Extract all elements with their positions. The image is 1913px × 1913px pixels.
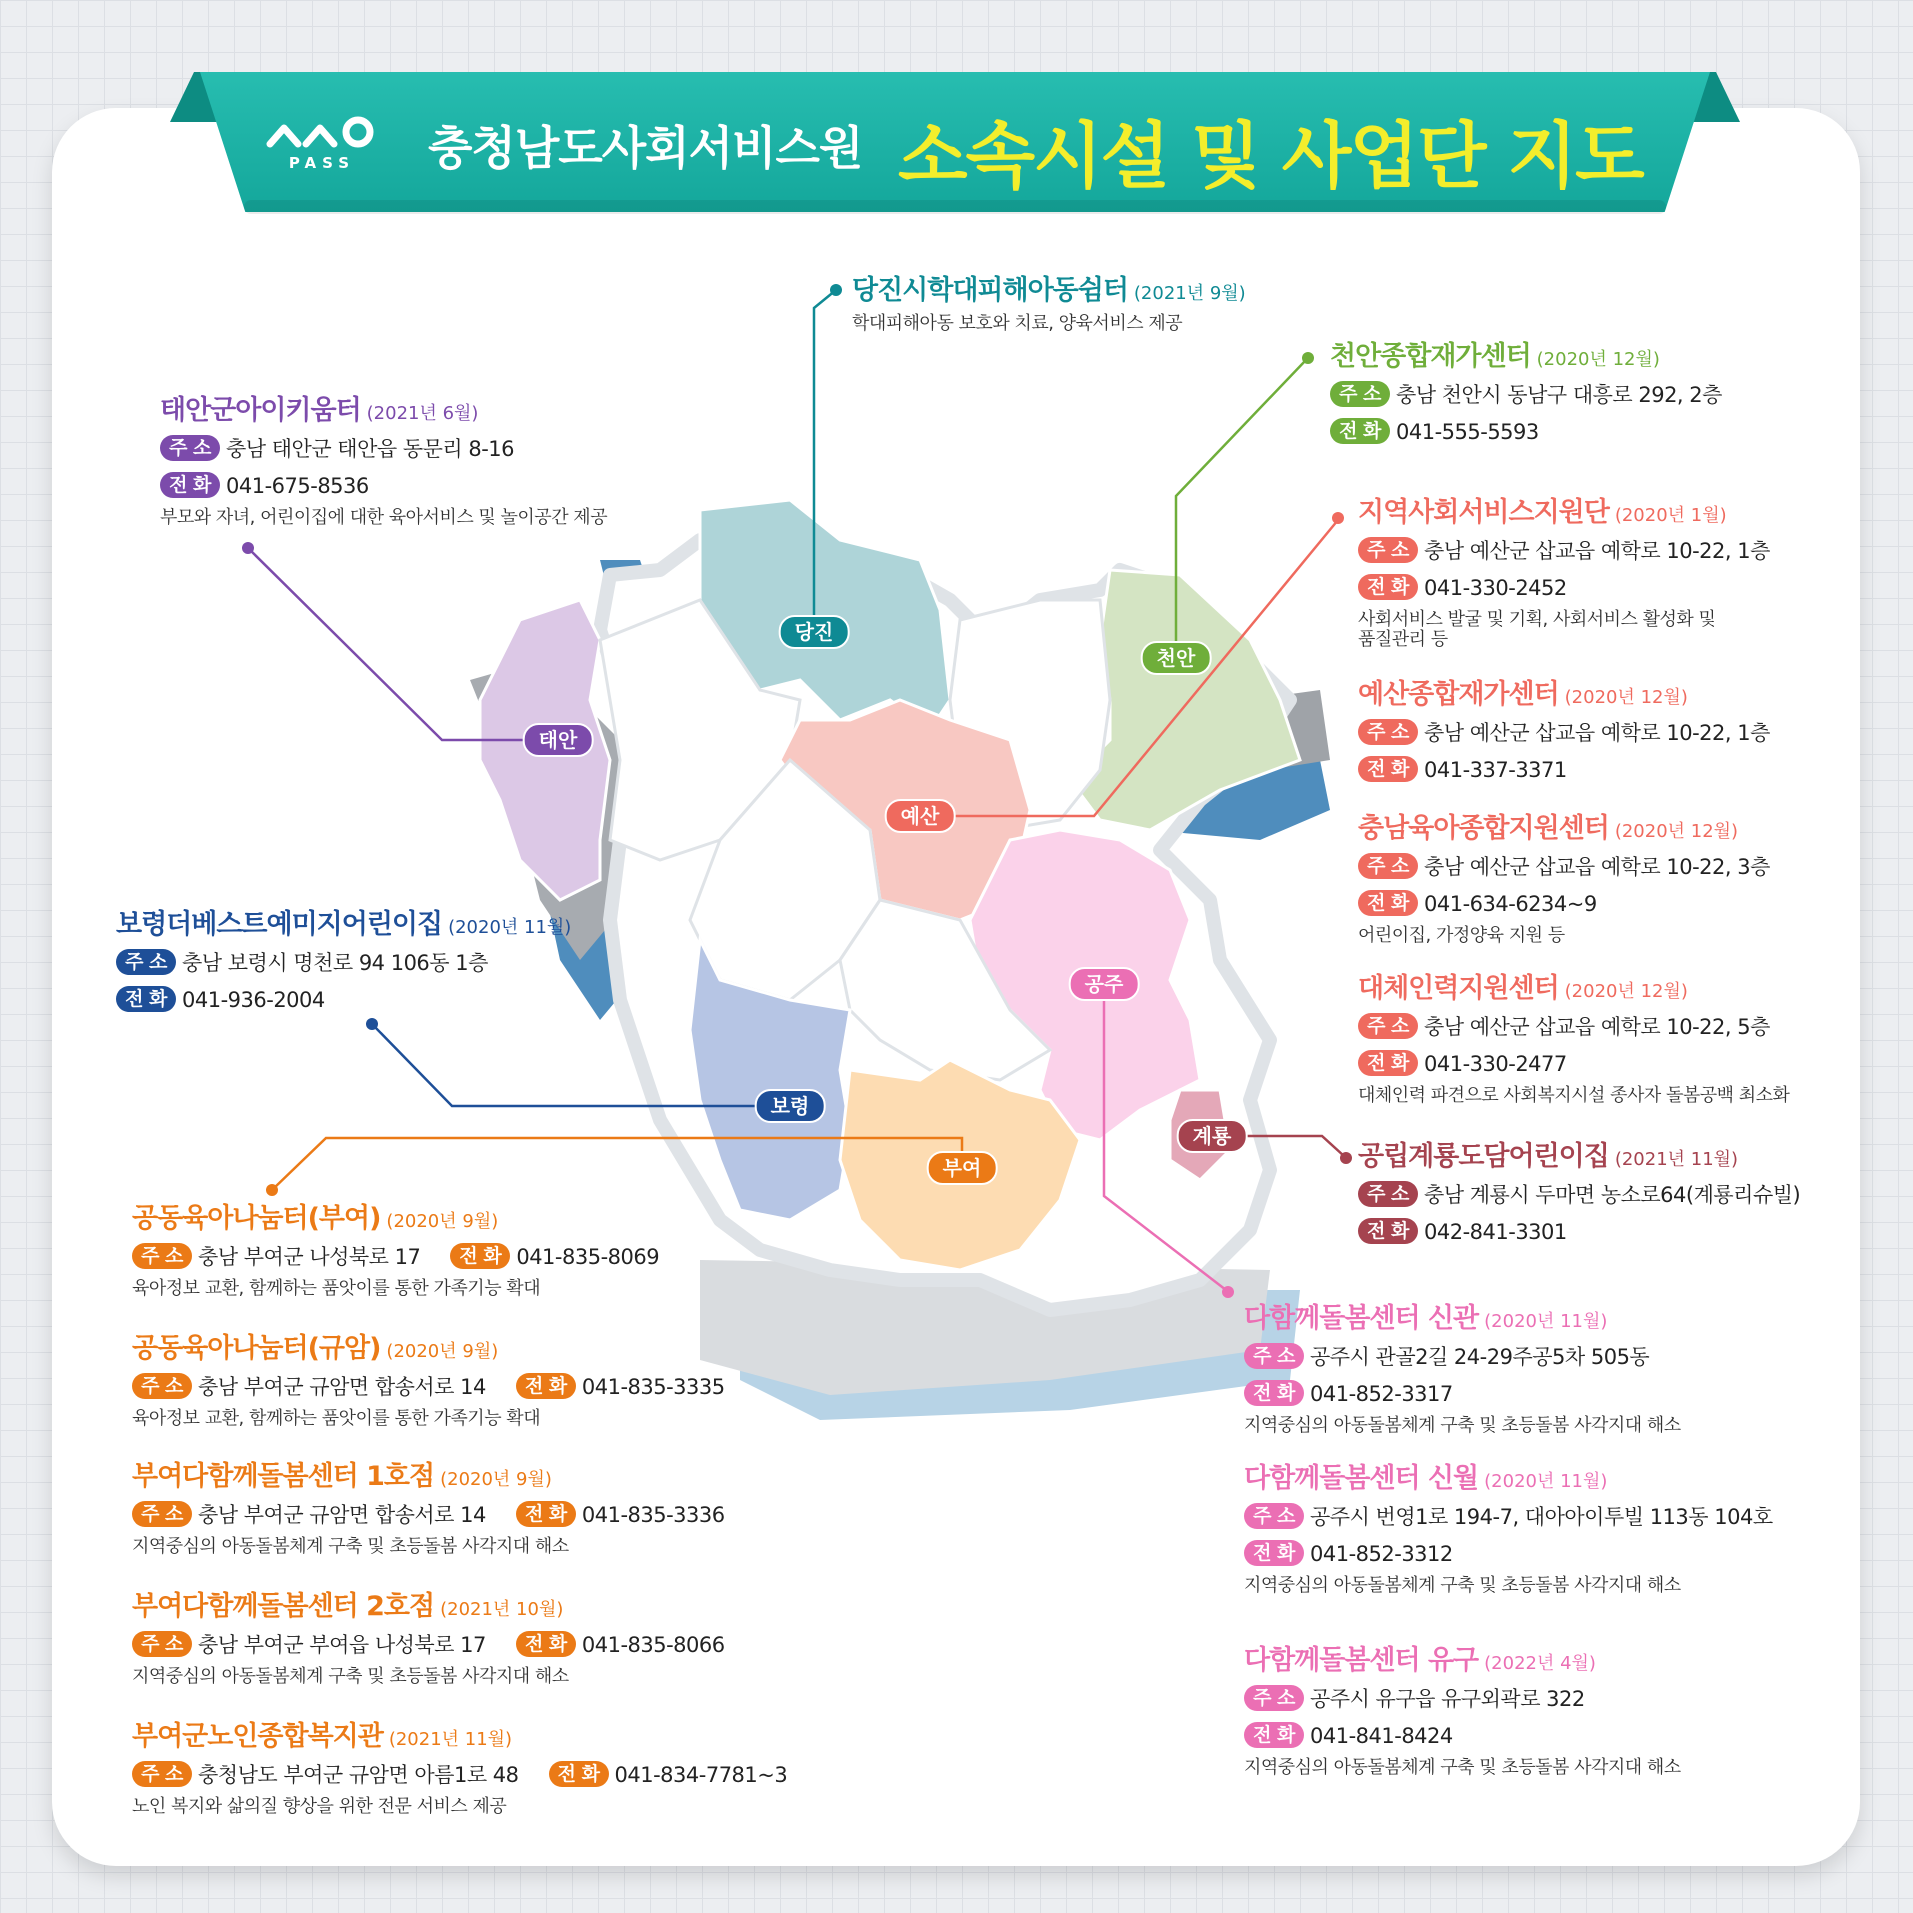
facility-title: [1358, 972, 1789, 1009]
phone-tag: 전 화: [549, 1761, 609, 1787]
facility-taean: [160, 394, 607, 531]
facility-date: (2020년 12월): [1564, 981, 1688, 1002]
facility-desc: 노인 복지와 삶의질 향상을 위한 전문 서비스 제공: [132, 1796, 507, 1817]
region-pill-dangjin: 당진: [779, 615, 850, 649]
facility-address: 공주시 유구읍 유구외곽로 322: [1310, 1687, 1585, 1711]
facility-title: [1244, 1302, 1681, 1339]
phone-tag: 전 화: [516, 1631, 576, 1657]
facility-name: 부여다함께돌봄센터 1호점: [132, 1461, 435, 1492]
page-title: 소속시설 및 사업단 지도: [898, 114, 1643, 198]
leader-dot-yesan: [1332, 512, 1344, 524]
address-tag: 주 소: [1244, 1343, 1304, 1369]
facility-date: (2020년 9월): [386, 1341, 499, 1362]
leader-dot-buyeo: [266, 1184, 278, 1196]
facility-gongju-3: [1244, 1644, 1681, 1781]
facility-buyeo-5: [132, 1720, 787, 1820]
pass-logo-text: PASS: [288, 154, 356, 172]
facility-phone: 041-834-7781~3: [614, 1763, 788, 1787]
leader-dot-boryeong: [366, 1018, 378, 1030]
facility-contact-row: [132, 1757, 787, 1794]
facility-title: [116, 908, 571, 945]
facility-name: 천안종합재가센터: [1330, 341, 1531, 372]
phone-tag: 전 화: [1358, 890, 1418, 916]
facility-address: 충청남도 부여군 규암면 아름1로 48: [198, 1763, 519, 1787]
facility-name: 다함께돌봄센터 신관: [1244, 1303, 1479, 1334]
phone-tag: 전 화: [1244, 1380, 1304, 1406]
facility-title: [1330, 340, 1722, 377]
facility-phone-row: [1358, 752, 1770, 789]
address-tag: 주 소: [132, 1761, 192, 1787]
facility-date: (2022년 4월): [1484, 1653, 1596, 1674]
phone-tag: 전 화: [1358, 574, 1418, 600]
facility-address-row: [1244, 1499, 1773, 1536]
address-tag: 주 소: [132, 1501, 192, 1527]
facility-title: [160, 394, 607, 431]
facility-name: 공동육아나눔터(부여): [132, 1203, 381, 1234]
facility-desc: 대체인력 파견으로 사회복지시설 종사자 돌봄공백 최소화: [1358, 1085, 1790, 1106]
facility-address: 충남 보령시 명천로 94 106동 1층: [182, 951, 488, 975]
facility-address: 충남 태안군 태안읍 동문리 8-16: [226, 437, 515, 461]
facility-address-row: [1358, 1009, 1789, 1046]
facility-title: [1358, 678, 1770, 715]
facility-buyeo-2: [132, 1332, 725, 1432]
facility-desc: 학대피해아동 보호와 치료, 양육서비스 제공: [852, 313, 1183, 334]
facility-title: [1358, 1140, 1800, 1177]
region-pill-gongju: 공주: [1069, 967, 1140, 1001]
facility-title: [1244, 1462, 1773, 1499]
facility-phone-row: [1330, 414, 1722, 451]
region-pill-boryeong: 보령: [755, 1089, 826, 1123]
facility-phone: 041-835-3335: [581, 1375, 725, 1399]
facility-desc: 육아정보 교환, 함께하는 품앗이를 통한 가족기능 확대: [132, 1278, 541, 1299]
facility-phone: 041-835-8069: [516, 1245, 660, 1269]
facility-title: [132, 1202, 659, 1239]
facility-contact-row: [132, 1627, 725, 1664]
facility-phone: 041-337-3371: [1424, 758, 1567, 782]
address-tag: 주 소: [1358, 537, 1418, 563]
facility-name: 공립계룡도담어린이집: [1358, 1141, 1609, 1172]
facility-name: 충남육아종합지원센터: [1358, 813, 1609, 844]
facility-date: (2020년 11월): [1484, 1311, 1608, 1332]
facility-name: 당진시학대피해아동쉼터: [852, 275, 1128, 306]
facility-desc: 지역중심의 아동돌봄체계 구축 및 초등돌봄 사각지대 해소: [132, 1536, 569, 1557]
facility-address: 충남 예산군 삽교읍 예학로 10-22, 1층: [1424, 539, 1770, 563]
phone-tag: 전 화: [1330, 418, 1390, 444]
facility-date: (2020년 9월): [440, 1469, 552, 1490]
facility-address-row: [1330, 377, 1722, 414]
facility-date: (2021년 11월): [388, 1729, 513, 1750]
facility-phone-row: [160, 468, 607, 505]
facility-address: 충남 예산군 삽교읍 예학로 10-22, 5층: [1424, 1015, 1770, 1039]
facility-address-row: [160, 431, 607, 468]
facility-phone-row: [116, 982, 571, 1019]
facility-boryeong: [116, 908, 571, 1019]
facility-cheonan: [1330, 340, 1722, 451]
facility-address-row: [116, 945, 571, 982]
address-tag: 주 소: [1330, 381, 1390, 407]
facility-phone-row: [1358, 1214, 1800, 1251]
region-pill-cheonan: 천안: [1141, 641, 1212, 675]
facility-phone: 041-936-2004: [182, 988, 325, 1012]
facility-title: [852, 274, 1246, 311]
facility-name: 다함께돌봄센터 유구: [1244, 1645, 1479, 1676]
leader-dot-gongju: [1222, 1286, 1234, 1298]
facility-address: 충남 부여군 나성북로 17: [198, 1245, 421, 1269]
org-name: 충청남도사회서비스원: [428, 121, 863, 175]
region-pill-gyeryong: 계룡: [1177, 1119, 1248, 1153]
facility-name: 지역사회서비스지원단: [1358, 497, 1609, 528]
facility-desc-2: 품질관리 등: [1358, 629, 1448, 650]
facility-title: [132, 1460, 725, 1497]
facility-name: 대체인력지원센터: [1358, 973, 1559, 1004]
facility-desc: 부모와 자녀, 어린이집에 대한 육아서비스 및 놀이공간 제공: [160, 507, 608, 528]
facility-yesan-3: [1358, 812, 1770, 949]
facility-date: (2021년 9월): [1133, 283, 1246, 304]
facility-phone-row: [1358, 1046, 1789, 1083]
phone-tag: 전 화: [1358, 1050, 1418, 1076]
leader-dot-dangjin: [830, 284, 842, 296]
facility-desc: 지역중심의 아동돌봄체계 구축 및 초등돌봄 사각지대 해소: [1244, 1757, 1681, 1778]
facility-date: (2021년 10월): [440, 1599, 564, 1620]
facility-date: (2020년 12월): [1614, 821, 1739, 842]
facility-desc: 지역중심의 아동돌봄체계 구축 및 초등돌봄 사각지대 해소: [1244, 1575, 1681, 1596]
facility-title: [1244, 1644, 1681, 1681]
facility-address: 충남 예산군 삽교읍 예학로 10-22, 1층: [1424, 721, 1770, 745]
phone-tag: 전 화: [160, 472, 220, 498]
facility-name: 태안군아이키움터: [160, 395, 361, 426]
facility-buyeo-3: [132, 1460, 725, 1560]
facility-phone: 041-835-3336: [581, 1503, 725, 1527]
facility-phone: 041-852-3312: [1310, 1542, 1453, 1566]
facility-phone-row: [1358, 886, 1770, 923]
facility-buyeo-1: [132, 1202, 659, 1302]
facility-title: [132, 1332, 725, 1369]
phone-tag: 전 화: [1244, 1540, 1304, 1566]
facility-address: 충남 부여군 규암면 합송서로 14: [198, 1375, 486, 1399]
facility-address-row: [1244, 1681, 1681, 1718]
address-tag: 주 소: [1358, 1181, 1418, 1207]
facility-phone: 041-555-5593: [1396, 420, 1539, 444]
facility-address: 공주시 번영1로 194-7, 대아아이투빌 113동 104호: [1310, 1505, 1773, 1529]
facility-address-row: [1244, 1339, 1681, 1376]
facility-phone-row: [1244, 1718, 1681, 1755]
phone-tag: 전 화: [1244, 1722, 1304, 1748]
facility-date: (2020년 12월): [1564, 687, 1688, 708]
facility-name: 공동육아나눔터(규암): [132, 1333, 381, 1364]
region-pill-yesan: 예산: [885, 799, 956, 833]
facility-phone-row: [1358, 570, 1770, 607]
address-tag: 주 소: [160, 435, 220, 461]
address-tag: 주 소: [132, 1631, 192, 1657]
facility-date: (2021년 11월): [1614, 1149, 1739, 1170]
leader-dot-cheonan: [1302, 352, 1314, 364]
facility-desc: 지역중심의 아동돌봄체계 구축 및 초등돌봄 사각지대 해소: [1244, 1415, 1681, 1436]
facility-date: (2020년 1월): [1614, 505, 1727, 526]
facility-date: (2020년 12월): [1536, 349, 1660, 370]
facility-desc: 지역중심의 아동돌봄체계 구축 및 초등돌봄 사각지대 해소: [132, 1666, 569, 1687]
address-tag: 주 소: [1358, 853, 1418, 879]
facility-address-row: [1358, 1177, 1800, 1214]
facility-desc: 육아정보 교환, 함께하는 품앗이를 통한 가족기능 확대: [132, 1408, 541, 1429]
facility-address: 충남 부여군 규암면 합송서로 14: [198, 1503, 486, 1527]
facility-address: 충남 부여군 부여읍 나성북로 17: [198, 1633, 486, 1657]
region-pill-taean: 태안: [523, 723, 594, 757]
facility-phone: 041-852-3317: [1310, 1382, 1453, 1406]
region-pill-buyeo: 부여: [927, 1151, 998, 1185]
facility-yesan-1: [1358, 496, 1770, 653]
address-tag: 주 소: [132, 1243, 192, 1269]
address-tag: 주 소: [1358, 719, 1418, 745]
facility-date: (2021년 6월): [366, 403, 479, 424]
phone-tag: 전 화: [450, 1243, 510, 1269]
facility-desc: 어린이집, 가정양육 지원 등: [1358, 925, 1565, 946]
facility-address: 충남 예산군 삽교읍 예학로 10-22, 3층: [1424, 855, 1770, 879]
facility-gongju-1: [1244, 1302, 1681, 1439]
facility-phone-row: [1244, 1536, 1773, 1573]
address-tag: 주 소: [1244, 1503, 1304, 1529]
facility-desc: 사회서비스 발굴 및 기획, 사회서비스 활성화 및: [1358, 609, 1716, 630]
facility-contact-row: [132, 1369, 725, 1406]
facility-date: (2020년 9월): [386, 1211, 499, 1232]
facility-address: 충남 계룡시 두마면 농소로64(계룡리슈빌): [1424, 1183, 1801, 1207]
facility-phone: 042-841-3301: [1424, 1220, 1567, 1244]
address-tag: 주 소: [1244, 1685, 1304, 1711]
facility-phone: 041-330-2477: [1424, 1052, 1567, 1076]
facility-buyeo-4: [132, 1590, 725, 1690]
facility-name: 부여군노인종합복지관: [132, 1721, 383, 1752]
facility-gongju-2: [1244, 1462, 1773, 1599]
phone-tag: 전 화: [516, 1373, 576, 1399]
facility-name: 부여다함께돌봄센터 2호점: [132, 1591, 435, 1622]
facility-address: 공주시 관골2길 24-29주공5차 505동: [1310, 1345, 1650, 1369]
facility-dangjin: [852, 274, 1246, 337]
address-tag: 주 소: [116, 949, 176, 975]
facility-title: [1358, 812, 1770, 849]
phone-tag: 전 화: [1358, 1218, 1418, 1244]
facility-title: [132, 1590, 725, 1627]
facility-address-row: [1358, 533, 1770, 570]
facility-name: 다함께돌봄센터 신월: [1244, 1463, 1479, 1494]
facility-name: 보령더베스트예미지어린이집: [116, 909, 443, 940]
facility-date: (2020년 11월): [1484, 1471, 1608, 1492]
facility-phone: 041-330-2452: [1424, 576, 1567, 600]
facility-address-row: [1358, 715, 1770, 752]
address-tag: 주 소: [132, 1373, 192, 1399]
address-tag: 주 소: [1358, 1013, 1418, 1039]
facility-address: 충남 천안시 동남구 대흥로 292, 2층: [1396, 383, 1722, 407]
facility-contact-row: [132, 1497, 725, 1534]
leader-dot-taean: [242, 542, 254, 554]
facility-phone: 041-634-6234~9: [1424, 892, 1597, 916]
facility-date: (2020년 11월): [448, 917, 572, 938]
facility-name: 예산종합재가센터: [1358, 679, 1559, 710]
facility-gyeryong: [1358, 1140, 1800, 1251]
phone-tag: 전 화: [116, 986, 176, 1012]
phone-tag: 전 화: [1358, 756, 1418, 782]
facility-phone-row: [1244, 1376, 1681, 1413]
facility-title: [1358, 496, 1770, 533]
leader-dot-gyeryong: [1340, 1152, 1352, 1164]
phone-tag: 전 화: [516, 1501, 576, 1527]
facility-yesan-4: [1358, 972, 1789, 1109]
facility-address-row: [1358, 849, 1770, 886]
facility-title: [132, 1720, 787, 1757]
facility-phone: 041-841-8424: [1310, 1724, 1453, 1748]
facility-phone: 041-835-8066: [581, 1633, 725, 1657]
facility-phone: 041-675-8536: [226, 474, 369, 498]
facility-yesan-2: [1358, 678, 1770, 789]
facility-contact-row: [132, 1239, 659, 1276]
